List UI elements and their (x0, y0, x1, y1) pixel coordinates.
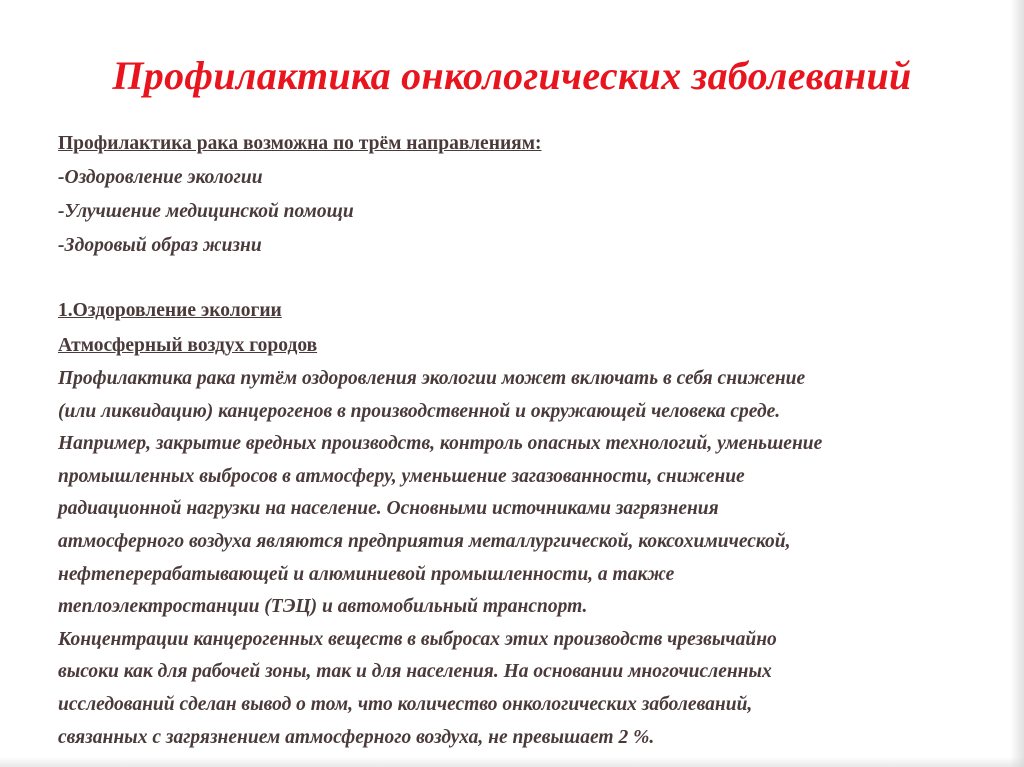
slide-title: Профилактика онкологических заболеваний (112, 53, 912, 98)
body-line: Профилактика рака путём оздоровления экологии может включать в себя снижение (58, 368, 806, 389)
body-line: Концентрации канцерогенных веществ в выбросах этих производств чрезвычайно (58, 628, 777, 650)
direction-item: -Оздоровление экологии (58, 167, 263, 188)
slide-edge-shadow-right (1010, 0, 1024, 767)
body-line: связанных с загрязнением атмосферного воздуха, не превышает 2 %. (58, 726, 655, 748)
body-line: промышленных выбросов в атмосферу, уменьшение загазованности, снижение (58, 465, 745, 487)
body-line: (или ликвидацию) канцерогенов в производственной и окружающей человека среде. (58, 400, 781, 422)
body-line: атмосферного воздуха являются предприятия металлургической, коксохимической, (58, 530, 791, 552)
body-line: высоки как для рабочей зоны, так и для населения. На основании многочисленных (58, 661, 772, 683)
slide-content (58, 126, 978, 754)
slide-edge-shadow-bottom (0, 757, 1024, 767)
body-line: радиационной нагрузки на население. Основными источниками загрязнения (58, 498, 719, 520)
direction-item: -Улучшение медицинской помощи (58, 201, 354, 222)
section-heading: 1.Оздоровление экологии (58, 300, 282, 321)
body-line: теплоэлектростанции (ТЭЦ) и автомобильный транспорт. (58, 596, 588, 618)
direction-item: -Здоровый образ жизни (58, 235, 262, 256)
body-line: исследований сделан вывод о том, что количество онкологических заболеваний, (58, 693, 753, 715)
section-subheading: Атмосферный воздух городов (58, 335, 318, 356)
intro-heading: Профилактика рака возможна по трём направлениям: (58, 133, 542, 154)
body-line: нефтеперерабатывающей и алюминиевой промышленности, а также (58, 563, 675, 585)
spacer (58, 263, 978, 293)
body-line: Например, закрытие вредных производств, контроль опасных технологий, уменьшение (58, 433, 823, 455)
